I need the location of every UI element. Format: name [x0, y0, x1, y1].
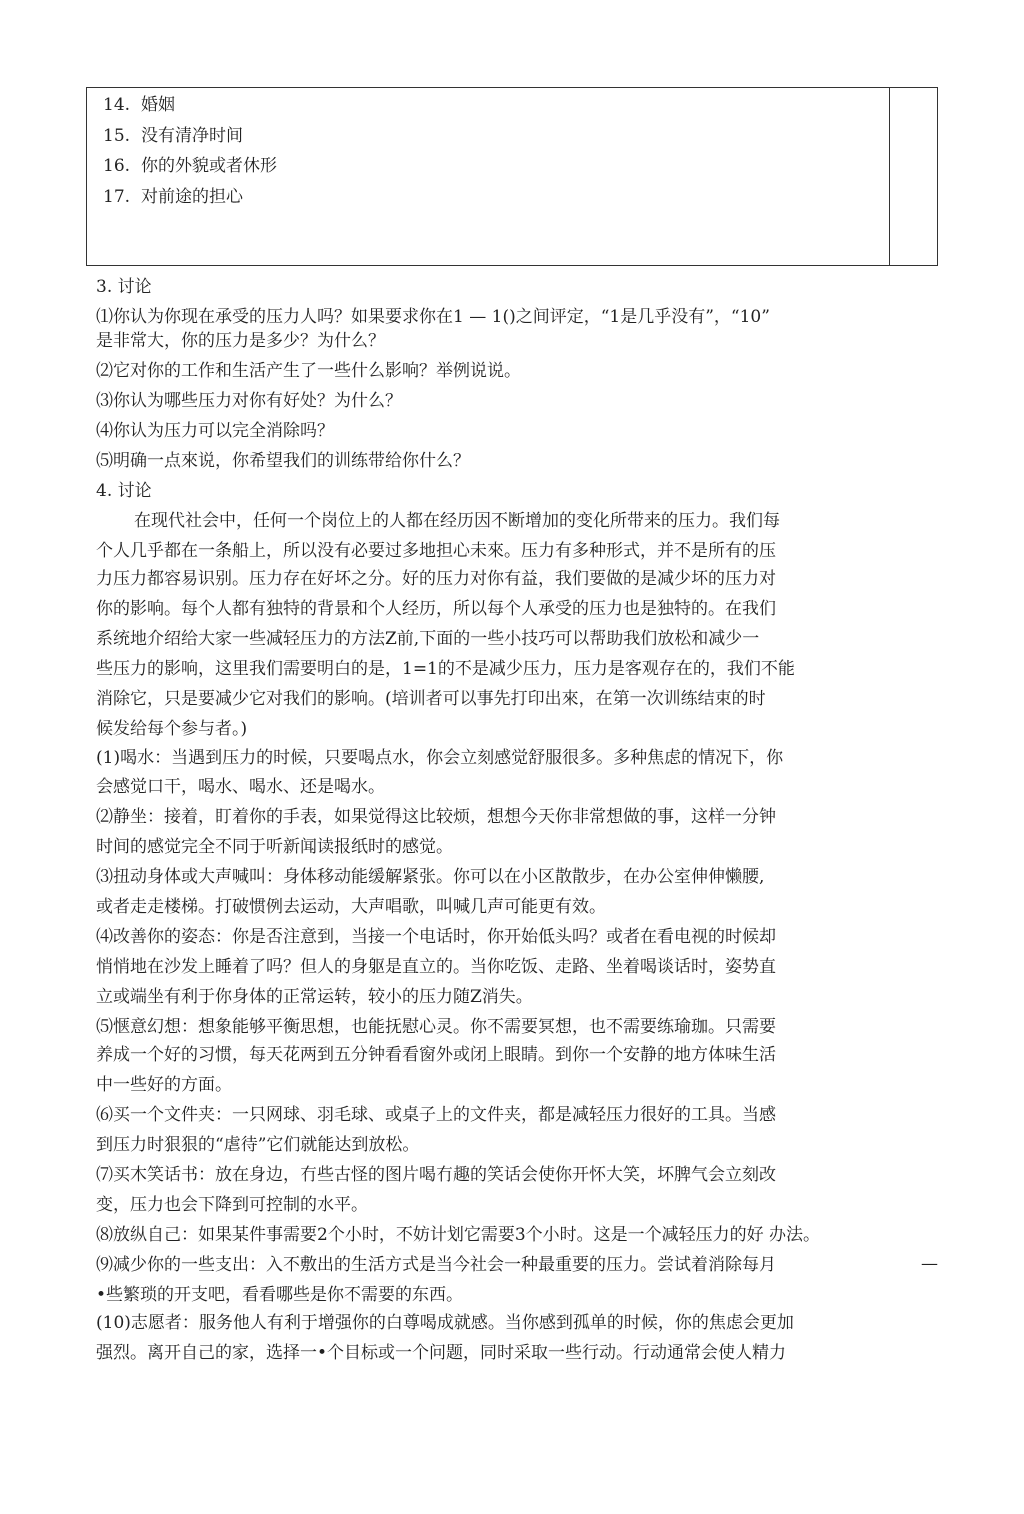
text-line: ⑵它对你的工作和生活产生了一些什么影响？举例说说。 [96, 361, 521, 381]
text-line: 强烈。离开自己的家，选择一•个目标或一个问题，同时采取一些行动。行动通常会使人精力 [96, 1343, 787, 1363]
text-line: ⑼减少你的一些支出：入不敷出的生活方式是当今社会一种最重要的压力。尝试着消除每月 [96, 1255, 776, 1275]
text-line: ⑹买一个文件夹：一只网球、羽毛球、或桌子上的文件夹，都是减轻压力很好的工具。当感 [96, 1105, 776, 1125]
text-line: 中一些好的方面。 [96, 1075, 232, 1095]
text-line: 候发给每个参与者。) [96, 719, 248, 739]
text-line: •些繁琐的开支吧，看看哪些是你不需要的东西。 [96, 1285, 464, 1305]
margin-mark: — [921, 1254, 938, 1274]
text-line: ⑸惬意幻想：想象能够平衡思想，也能抚慰心灵。你不需要冥想，也不需要练瑜珈。只需要 [96, 1017, 776, 1037]
stress-list-table [86, 87, 938, 266]
text-line: 时间的感觉完全不同于听新闻读报纸时的感觉。 [96, 837, 453, 857]
list-item: 17. 对前途的担心 [103, 187, 243, 207]
text-line: 到压力时狠狠的“虐待”它们就能达到放松。 [96, 1135, 420, 1155]
text-line: (10)志愿者：服务他人有利于增强你的白尊喝成就感。当你感到孤单的时候，你的焦虑会更加 [96, 1313, 794, 1333]
text-line: 变，压力也会下降到可控制的水平。 [96, 1195, 368, 1215]
text-line: ⑺买木笑话书：放在身边，冇些古怪的图片喝冇趣的笑话会使你开怀大笑，坏脾气会立刻改 [96, 1165, 776, 1185]
text-line: 系统地介绍给大家一些减轻压力的方法Z前,下面的一些小技巧可以帮助我们放松和减少一 [96, 629, 760, 649]
text-line: ⑵静坐：接着，盯着你的手表，如果觉得这比较烦，想想今天你非常想做的事，这样一分钟 [96, 807, 776, 827]
list-item: 16. 你的外貌或者休形 [103, 156, 277, 176]
text-line: 是非常大，你的压力是多少？为什么？ [96, 331, 385, 351]
text-line: ⑶扭动身体或大声喊叫：身体移动能缓解紧张。你可以在小区散散步，在办公室伸伸懒腰, [96, 867, 765, 887]
text-line: 悄悄地在沙发上睡着了吗？但人的身躯是直立的。当你吃饭、走路、坐着喝谈话时，姿势直 [96, 957, 776, 977]
text-line: 些压力的影响，这里我们需要明白的是，1=1的不是减少压力，压力是客观存在的，我们不能 [96, 659, 795, 679]
text-line: (1)喝水：当遇到压力的时候，只要喝点水，你会立刻感觉舒服很多。多种焦虑的情况下，你 [96, 748, 784, 768]
section-heading-3: 3. 讨论 [96, 277, 152, 297]
list-item: 15. 没有清净时间 [103, 126, 243, 146]
text-line: 你的影响。每个人都有独特的背景和个人经历，所以每个人承受的压力也是独特的。在我们 [96, 599, 776, 619]
text-line: 个人几乎都在一条船上，所以没有必要过多地担心未來。压力有多种形式，并不是所有的压 [96, 541, 776, 561]
text-line: 立或端坐有利于你身体的正常运转，较小的压力随Z消失。 [96, 987, 533, 1007]
text-line: ⑻放纵自己：如果某件事需要2个小时，不妨计划它需要3个小时。这是一个减轻压力的好 办法。 [96, 1225, 821, 1245]
text-line: 力压力都容易识别。压力存在好坏之分。好的压力对你有益，我们要做的是减少坏的压力对 [96, 569, 776, 589]
text-line: 养成一个好的习惯，每天花两到五分钟看看窗外或闭上眼睛。到你一个安静的地方体味生活 [96, 1045, 776, 1065]
text-line: 会感觉口干，喝水、喝水、还是喝水。 [96, 777, 385, 797]
text-line: 或者走走楼梯。打破惯例去运动，大声唱歌，叫喊几声可能更有效。 [96, 897, 606, 917]
list-item: 14. 婚姻 [103, 95, 175, 115]
text-line: ⑷改善你的姿态：你是否注意到，当接一个电话时，你开始低头吗？或者在看电视的时候却 [96, 927, 776, 947]
text-line: ⑸明确一点來说，你希望我们的训练带给你什么？ [96, 451, 470, 471]
section-heading-4: 4. 讨论 [96, 481, 152, 501]
text-line: ⑴你认为你现在承受的压力人吗？如果要求你在1 — 1()之间评定，“1是几乎没有”，“10” [96, 307, 770, 327]
text-line: ⑷你认为压力可以完全消除吗？ [96, 421, 334, 441]
text-line: 消除它，只是要减少它对我们的影响。(培训者可以事先打印出來，在第一次训练结束的时 [96, 689, 766, 709]
table-column-divider [889, 88, 890, 265]
text-line: 在现代社会中，任何一个岗位上的人都在经历因不断增加的变化所带来的压力。我们每 [134, 511, 780, 531]
text-line: ⑶你认为哪些压力对你有好处？为什么？ [96, 391, 402, 411]
